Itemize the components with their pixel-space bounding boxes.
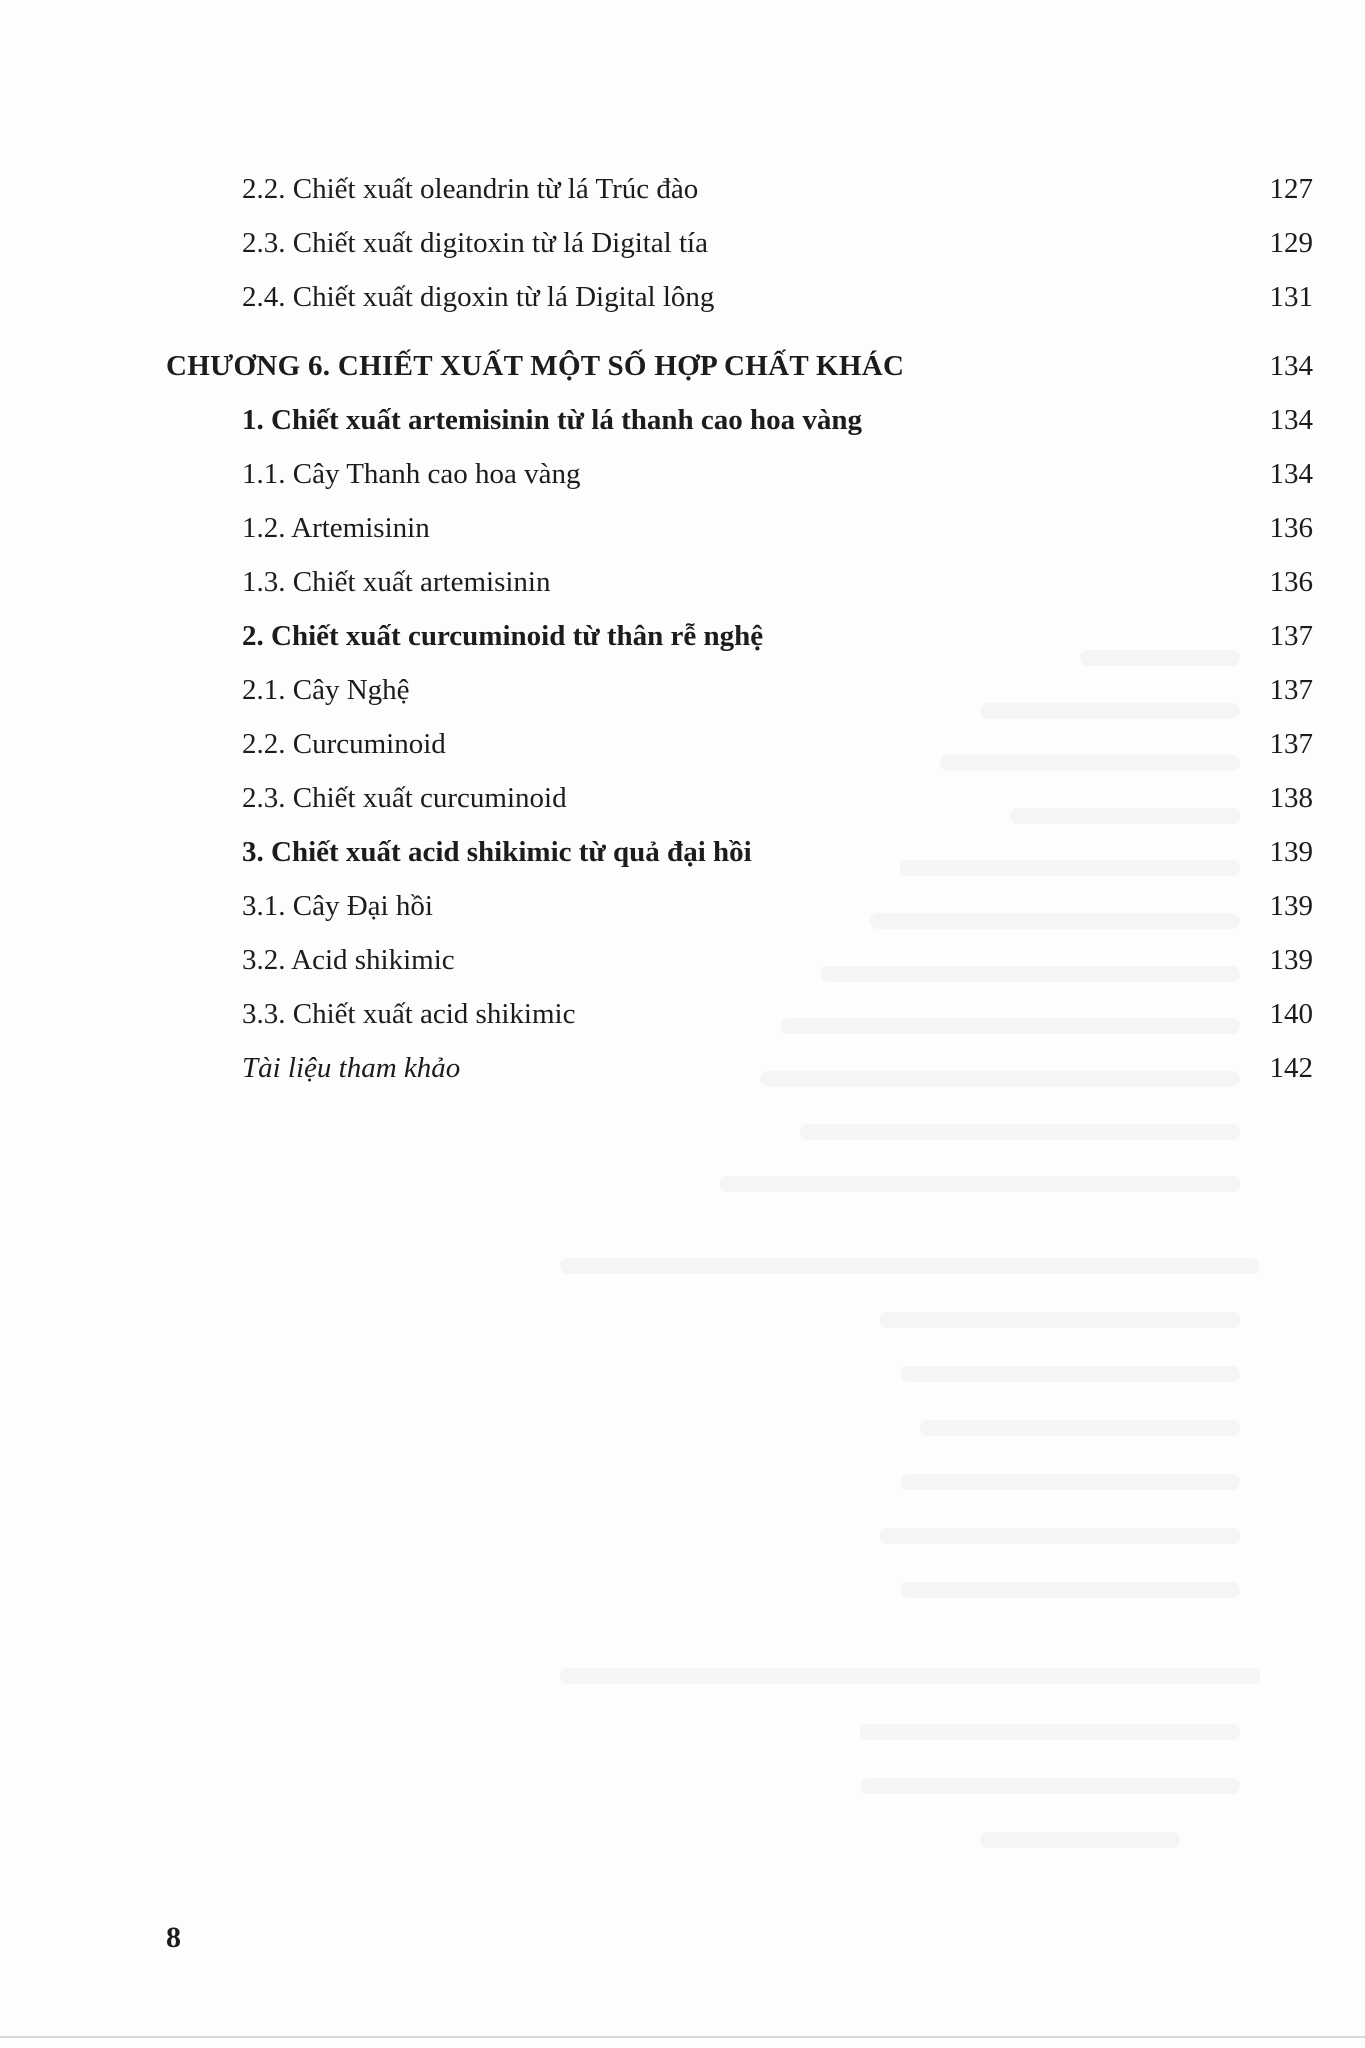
toc-entry-page: 136 <box>1269 566 1313 598</box>
toc-entry <box>0 169 1365 209</box>
toc-entry-page: 129 <box>1269 227 1313 259</box>
toc-references-title: Tài liệu tham khảo <box>242 1052 461 1084</box>
toc-entry-page: 137 <box>1269 674 1313 706</box>
toc-entry-page: 139 <box>1269 836 1313 868</box>
toc-section-title: 1. Chiết xuất artemisinin từ lá thanh cao hoa vàng <box>242 404 863 436</box>
toc-chapter-title: CHƯƠNG 6. CHIẾT XUẤT MỘT SỐ HỢP CHẤT KHÁC <box>166 350 905 382</box>
toc-entry-title: 3.2. Acid shikimic <box>242 944 455 976</box>
toc-entry-title: 2.3. Chiết xuất digitoxin từ lá Digital tía <box>242 227 708 259</box>
toc-entry <box>0 277 1365 317</box>
toc-entry-page: 139 <box>1269 890 1313 922</box>
toc-entry-page: 139 <box>1269 944 1313 976</box>
toc-entry-title: 2.2. Chiết xuất oleandrin từ lá Trúc đào <box>242 173 699 205</box>
toc-chapter-heading <box>0 346 1365 386</box>
toc-entry <box>0 508 1365 548</box>
toc-entry-page: 136 <box>1269 512 1313 544</box>
toc-entry <box>0 940 1365 980</box>
toc-entry-page: 142 <box>1269 1052 1313 1084</box>
toc-entry-title: 3.1. Cây Đại hồi <box>242 890 433 922</box>
toc-entry-title: 2.4. Chiết xuất digoxin từ lá Digital lông <box>242 281 715 313</box>
toc-section-heading <box>0 400 1365 440</box>
page-bottom-edge <box>0 2036 1365 2038</box>
toc-entry-title: 1.3. Chiết xuất artemisinin <box>242 566 551 598</box>
toc-entry-page: 138 <box>1269 782 1313 814</box>
toc-entry-page: 140 <box>1269 998 1313 1030</box>
toc-entry <box>0 994 1365 1034</box>
toc-entry <box>0 454 1365 494</box>
toc-entry-title: 2.3. Chiết xuất curcuminoid <box>242 782 567 814</box>
toc-entry <box>0 886 1365 926</box>
toc-entry-page: 134 <box>1269 458 1313 490</box>
page-number: 8 <box>166 1921 181 1954</box>
toc-entry-page: 127 <box>1269 173 1313 205</box>
toc-entry <box>0 670 1365 710</box>
toc-entry-title: 3.3. Chiết xuất acid shikimic <box>242 998 576 1030</box>
toc-entry <box>0 778 1365 818</box>
toc-section-heading <box>0 616 1365 656</box>
toc-section-title: 2. Chiết xuất curcuminoid từ thân rễ nghệ <box>242 620 764 652</box>
toc-entry-page: 137 <box>1269 728 1313 760</box>
toc-entry <box>0 223 1365 263</box>
toc-entry <box>0 562 1365 602</box>
toc-entry-title: 1.1. Cây Thanh cao hoa vàng <box>242 458 581 490</box>
toc-section-heading <box>0 832 1365 872</box>
toc-entry <box>0 724 1365 764</box>
toc-entry-page: 137 <box>1269 620 1313 652</box>
toc-entry-title: 2.2. Curcuminoid <box>242 728 446 760</box>
toc-entry-title: 1.2. Artemisinin <box>242 512 430 544</box>
toc-entry-page: 131 <box>1269 281 1313 313</box>
toc-section-title: 3. Chiết xuất acid shikimic từ quả đại hồi <box>242 836 752 868</box>
toc-references-entry <box>0 1048 1365 1088</box>
toc-entry-page: 134 <box>1269 404 1313 436</box>
toc-entry-title: 2.1. Cây Nghệ <box>242 674 410 706</box>
toc-entry-page: 134 <box>1269 350 1313 382</box>
